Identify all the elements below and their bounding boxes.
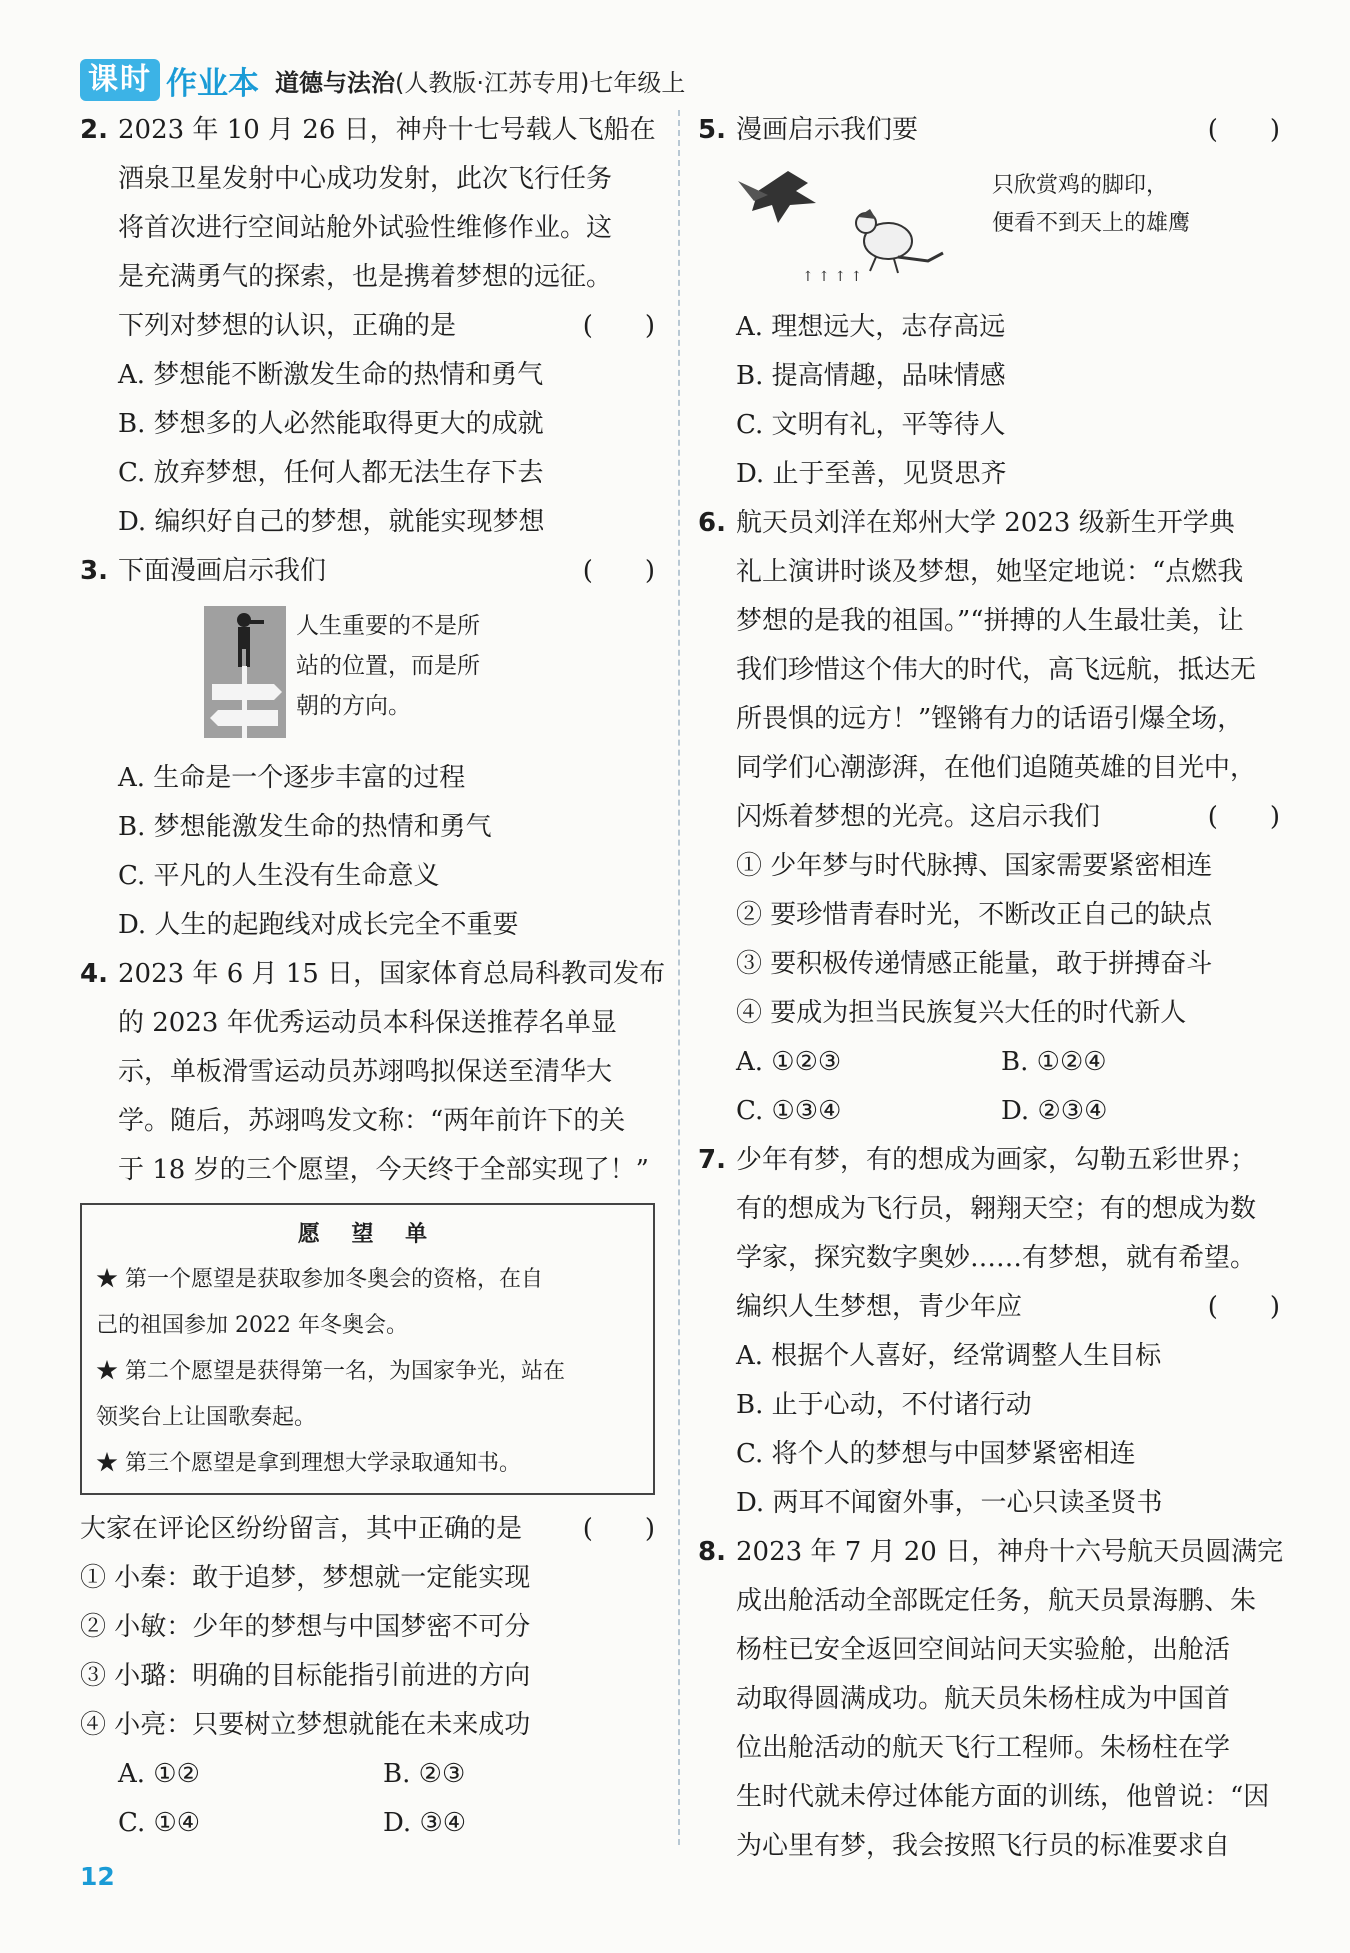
stem-line: 2023 年 6 月 15 日，国家体育总局科教司发布 [118, 959, 666, 989]
answer-paren: ( ) [1207, 115, 1280, 145]
stem-text: 漫画启示我们要 [736, 115, 919, 145]
choice-b: B. ②③ [383, 1759, 466, 1789]
statement-2: ② 要珍惜青春时光，不断改正自己的缺点 [736, 900, 1213, 930]
question-3 [80, 547, 655, 596]
stem-line: 为心里有梦，我会按照飞行员的标准要求自 [736, 1831, 1231, 1861]
choice-a: A. ①② [118, 1759, 200, 1789]
option-c: C. 将个人的梦想与中国梦紧密相连 [736, 1439, 1136, 1469]
option-b: B. 提高情趣，品味情感 [736, 361, 1006, 391]
stem-line: 同学们心潮澎湃，在他们追随英雄的目光中， [736, 753, 1257, 783]
choice-c: C. ①④ [118, 1808, 201, 1838]
wish-list-box [80, 1203, 655, 1495]
question-6 [698, 499, 1280, 842]
statement-1: ① 小秦：敢于追梦，梦想就一定能实现 [80, 1563, 531, 1593]
eagle-cartoon [698, 161, 1280, 299]
stem-line [736, 106, 1280, 155]
wish-line: ★ 第二个愿望是获得第一名，为国家争光，站在 [96, 1359, 565, 1384]
choice-d: D. ②③④ [1001, 1096, 1108, 1126]
question-4 [80, 950, 666, 1195]
statement-2: ② 小敏：少年的梦想与中国梦密不可分 [80, 1612, 531, 1642]
stem-line: 航天员刘洋在郑州大学 2023 级新生开学典 [736, 508, 1235, 538]
option-a: A. 梦想能不断激发生命的热情和勇气 [118, 360, 544, 390]
prompt-text: 大家在评论区纷纷留言，其中正确的是 [80, 1514, 523, 1544]
caption-line: 便看不到天上的雄鹰 [992, 211, 1191, 236]
cartoon-caption [296, 606, 496, 726]
question-number: 2. [80, 115, 108, 145]
stem-line: 学家，探究数字奥妙……有梦想，就有希望。 [736, 1243, 1257, 1273]
wish-line: 领奖台上让国歌奏起。 [96, 1405, 317, 1430]
question-number: 6. [698, 508, 726, 538]
stem-line: 杨柱已安全返回空间站问天实验舱，出舱活 [736, 1635, 1231, 1665]
stem-line: 有的想成为飞行员，翱翔天空；有的想成为数 [736, 1194, 1257, 1224]
statement-1: ① 少年梦与时代脉搏、国家需要紧密相连 [736, 851, 1213, 881]
caption-line: 人生重要的不是所 [296, 613, 480, 639]
signpost-icon [204, 606, 286, 738]
stem-line: 成出舱活动全部既定任务，航天员景海鹏、朱 [736, 1586, 1257, 1616]
subject-edition: (人教版·江苏专用)七年级上 [395, 68, 686, 97]
stem-line: 是充满勇气的探索，也是携着梦想的远征。 [118, 262, 613, 292]
choice-row [80, 1799, 655, 1848]
option-b: B. 止于心动，不付诸行动 [736, 1390, 1032, 1420]
statement-3: ③ 要积极传递情感正能量，敢于拼搏奋斗 [736, 949, 1213, 979]
stem-line: 动取得圆满成功。航天员朱杨柱成为中国首 [736, 1684, 1231, 1714]
stem-text: 下列对梦想的认识，正确的是 [118, 311, 457, 341]
stem-line: 于 18 岁的三个愿望，今天终于全部实现了！” [118, 1155, 649, 1185]
question-5 [698, 106, 1280, 155]
stem-line: 酒泉卫星发射中心成功发射，此次飞行任务 [118, 164, 613, 194]
page-number: 12 [80, 1862, 115, 1891]
stem-line: 将首次进行空间站舱外试验性维修作业。这 [118, 213, 613, 243]
stem-line: 2023 年 7 月 20 日，神舟十六号航天员圆满完 [736, 1537, 1284, 1567]
answer-paren: ( ) [1207, 1292, 1280, 1322]
subject-name: 道德与法治 [275, 68, 395, 97]
stem-line: 位出舱活动的航天飞行工程师。朱杨柱在学 [736, 1733, 1231, 1763]
choice-c: C. ①③④ [736, 1096, 842, 1126]
stem-text: 闪烁着梦想的光亮。这启示我们 [736, 802, 1101, 832]
cartoon-caption [992, 167, 1190, 243]
statement-4: ④ 要成为担当民族复兴大任的时代新人 [736, 998, 1187, 1028]
column-divider [678, 110, 680, 1845]
option-b: B. 梦想能激发生命的热情和勇气 [118, 812, 492, 842]
choice-row [80, 1750, 655, 1799]
stem-line: 2023 年 10 月 26 日，神舟十七号载人飞船在 [118, 115, 656, 145]
stem-line [736, 793, 1280, 842]
stem-text: 编织人生梦想，青少年应 [736, 1292, 1023, 1322]
subject-title [275, 63, 685, 98]
option-a: A. 理想远大，志存高远 [736, 312, 1006, 342]
option-c: C. 放弃梦想，任何人都无法生存下去 [118, 458, 544, 488]
question-number: 8. [698, 1537, 726, 1567]
statement-4: ④ 小亮：只要树立梦想就能在未来成功 [80, 1710, 531, 1740]
brand-title: 作业本 [166, 65, 259, 102]
choice-row [698, 1087, 1280, 1136]
option-d: D. 止于至善，见贤思齐 [736, 459, 1007, 489]
wish-line: ★ 第一个愿望是获取参加冬奥会的资格，在自 [96, 1267, 543, 1292]
answer-paren: ( ) [582, 1514, 655, 1544]
option-b: B. 梦想多的人必然能取得更大的成就 [118, 409, 544, 439]
page-header [80, 58, 685, 102]
option-c: C. 文明有礼，平等待人 [736, 410, 1006, 440]
right-column [698, 106, 1284, 1871]
caption-line: 只欣赏鸡的脚印， [992, 173, 1169, 198]
stem-line: 示，单板滑雪运动员苏翊鸣拟保送至清华大 [118, 1057, 613, 1087]
stem-line: 我们珍惜这个伟大的时代，高飞远航，抵达无 [736, 655, 1257, 685]
stem-line [118, 547, 655, 596]
stem-text: 下面漫画启示我们 [118, 556, 327, 586]
stem-line: 梦想的是我的祖国。”“拼搏的人生最壮美，让 [736, 606, 1244, 636]
signpost-cartoon [204, 606, 655, 744]
question-prompt [80, 1505, 655, 1554]
choice-b: B. ①②④ [1001, 1047, 1107, 1077]
stem-line: 少年有梦，有的想成为画家，勾勒五彩世界； [736, 1145, 1257, 1175]
answer-paren: ( ) [582, 556, 655, 586]
option-d: D. 编织好自己的梦想，就能实现梦想 [118, 507, 545, 537]
option-d: D. 两耳不闻窗外事，一心只读圣贤书 [736, 1488, 1163, 1518]
brand-logo: 课时 [80, 59, 160, 101]
wish-list-title: 愿 望 单 [297, 1221, 440, 1247]
wish-line: 己的祖国参加 2022 年冬奥会。 [96, 1313, 408, 1338]
answer-paren: ( ) [582, 311, 655, 341]
choice-d: D. ③④ [383, 1808, 467, 1838]
caption-line: 朝的方向。 [296, 693, 411, 719]
choice-a: A. ①②③ [736, 1047, 842, 1077]
option-a: A. 根据个人喜好，经常调整人生目标 [736, 1341, 1162, 1371]
question-number: 3. [80, 556, 108, 586]
statement-3: ③ 小璐：明确的目标能指引前进的方向 [80, 1661, 531, 1691]
question-number: 4. [80, 959, 108, 989]
question-7 [698, 1136, 1280, 1332]
caption-line: 站的位置，而是所 [296, 653, 480, 679]
stem-line: 礼上演讲时谈及梦想，她坚定地说：“点燃我 [736, 557, 1244, 587]
stem-line [736, 1283, 1280, 1332]
stem-line: 的 2023 年优秀运动员本科保送推荐名单显 [118, 1008, 617, 1038]
left-column [80, 106, 666, 1848]
wish-line: ★ 第三个愿望是拿到理想大学录取通知书。 [96, 1451, 521, 1476]
choice-row [698, 1038, 1280, 1087]
question-number: 7. [698, 1145, 726, 1175]
option-c: C. 平凡的人生没有生命意义 [118, 861, 440, 891]
stem-line: 学。随后，苏翊鸣发文称：“两年前许下的关 [118, 1106, 626, 1136]
signpost-illustration [204, 606, 286, 738]
stem-line [118, 302, 655, 351]
eagle-chicken-illustration [698, 161, 988, 299]
question-2 [80, 106, 655, 351]
option-d: D. 人生的起跑线对成长完全不重要 [118, 910, 519, 940]
stem-line: 所畏惧的远方！”铿锵有力的话语引爆全场， [736, 704, 1244, 734]
question-number: 5. [698, 115, 726, 145]
question-8 [698, 1528, 1284, 1871]
stem-line: 生时代就未停过体能方面的训练，他曾说：“因 [736, 1782, 1270, 1812]
answer-paren: ( ) [1207, 802, 1280, 832]
svg-text:↑ ↑ ↑ ↑: ↑ ↑ ↑ ↑ [802, 269, 863, 285]
option-a: A. 生命是一个逐步丰富的过程 [118, 763, 466, 793]
